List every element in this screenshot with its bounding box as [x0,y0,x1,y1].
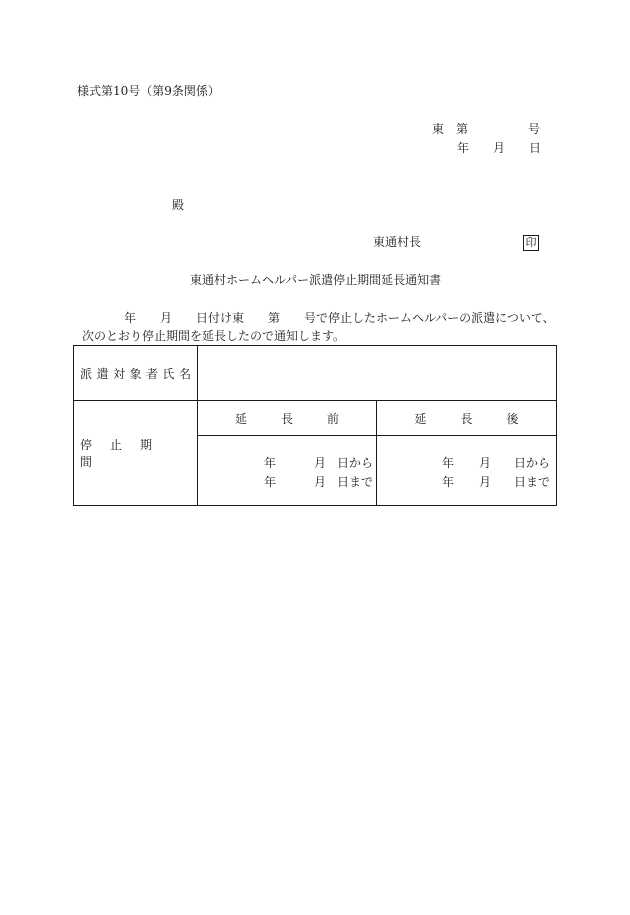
body-text-line-2: 次のとおり停止期間を延長したので通知します。 [82,329,346,343]
document-number: 東 第 号 [432,122,541,136]
recipient-label: 派遣対象者氏名 [74,346,198,401]
after-extension-period[interactable]: 年 月 日から 年 月 日まで [377,436,557,506]
addressee-suffix: 殿 [172,198,185,212]
notification-table [73,345,557,506]
form-number: 様式第10号（第9条関係） [77,84,220,98]
body-text-line-1: 年 月 日付け東 第 号で停止したホームヘルパーの派遣について、 [124,311,555,325]
before-extension-header: 延 長 前 [198,401,377,436]
issuer-name: 東通村長 [373,235,422,249]
recipient-name-field[interactable] [198,346,557,401]
period-label: 停 止 期間 [74,401,198,506]
document-title: 東通村ホームヘルパー派遣停止期間延長通知書 [190,273,442,287]
after-extension-header: 延 長 後 [377,401,557,436]
before-extension-period[interactable]: 年 月 日から 年 月 日まで [198,436,377,506]
seal-mark: 印 [523,235,539,251]
document-date: 年 月 日 [457,141,542,155]
